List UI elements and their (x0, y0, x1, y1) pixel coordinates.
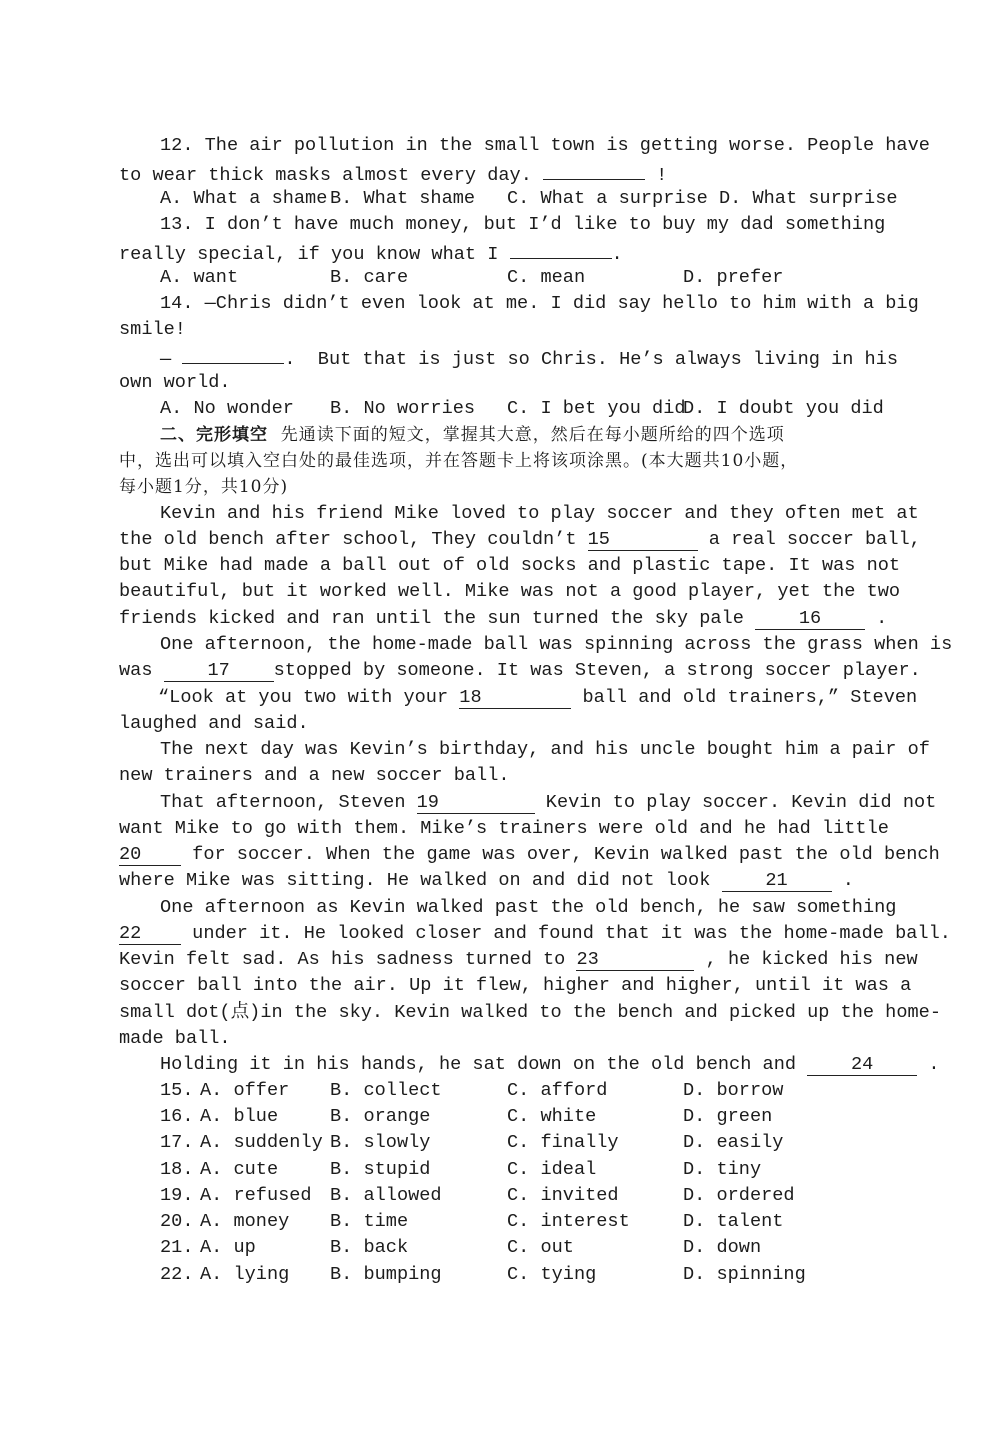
q12-option-d: D. What surprise (719, 188, 898, 209)
option-c: C. finally (507, 1132, 619, 1153)
q13-blank (510, 238, 612, 259)
option-c: C. interest (507, 1211, 630, 1232)
passage-line: small dot(点)in the sky. Kevin walked to the bench and picked up the home- (119, 1002, 941, 1023)
passage-line: new trainers and a new soccer ball. (119, 765, 510, 786)
options-row (160, 1209, 882, 1235)
section-2-intro-text: 先通读下面的短文，掌握其大意，然后在每小题所给的四个选项 (268, 425, 785, 445)
option-b: B. allowed (330, 1185, 442, 1206)
q12-options (160, 186, 898, 212)
q12-option-a: A. What a shame (160, 188, 328, 209)
q14-option-b: B. No worries (330, 398, 476, 419)
q14-line-2: smile! (119, 319, 186, 340)
passage-line (160, 790, 937, 816)
passage-line: One afternoon as Kevin walked past the old bench, he saw something (160, 897, 897, 918)
q14-blank (182, 343, 284, 364)
blank-23: 23 (576, 950, 694, 971)
option-c: C. invited (507, 1185, 619, 1206)
q12-text: to wear thick masks almost every day. (119, 165, 544, 186)
option-number: 15. (160, 1080, 194, 1101)
option-number: 19. (160, 1185, 194, 1206)
passage-text: for soccer. When the game was over, Kevin walked past the old bench (181, 844, 940, 865)
passage-line (119, 658, 921, 684)
option-a: A. cute (200, 1159, 279, 1180)
passage-line: One afternoon, the home-made ball was spinning across the grass when is (160, 634, 953, 655)
q12-line-2 (119, 159, 882, 185)
option-a: A. suddenly (200, 1132, 323, 1153)
q12-blank (543, 159, 645, 180)
passage-line: soccer ball into the air. Up it flew, higher and higher, until it was a (119, 975, 912, 996)
q13-option-d: D. prefer (683, 267, 784, 288)
option-b: B. time (330, 1211, 409, 1232)
section-2-intro-line-1 (160, 422, 882, 448)
passage-line: laughed and said. (119, 713, 309, 734)
passage-line: The next day was Kevin’s birthday, and his uncle bought him a pair of (160, 739, 930, 760)
passage-line (119, 947, 918, 973)
blank-24: 24 (807, 1055, 917, 1076)
blank-21: 21 (722, 871, 832, 892)
option-number: 18. (160, 1159, 194, 1180)
q12-option-b: B. What shame (330, 188, 476, 209)
passage-text: where Mike was sitting. He walked on and did not look (119, 870, 722, 891)
option-a: A. up (200, 1237, 256, 1258)
passage-line (119, 868, 882, 894)
blank-20: 20 (119, 845, 181, 866)
passage-text: the old bench after school, They couldn’t (119, 529, 588, 550)
q13-option-b: B. care (330, 267, 409, 288)
passage-text: under it. He looked closer and found that it was the home-made ball. (181, 923, 951, 944)
q14-option-a: A. No wonder (160, 398, 294, 419)
passage-text: Kevin felt sad. As his sadness turned to (119, 949, 577, 970)
passage-line: Kevin and his friend Mike loved to play soccer and they often met at (160, 503, 919, 524)
q14-option-d: D. I doubt you did (683, 398, 884, 419)
passage-line (119, 842, 940, 868)
blank-19: 19 (417, 793, 535, 814)
passage-text: friends kicked and ran until the sun turned the sky pale (119, 608, 756, 629)
q14-options (160, 396, 882, 422)
option-c: C. afford (507, 1080, 608, 1101)
q14-option-c: C. I bet you did (507, 398, 686, 419)
passage-text: was (119, 660, 164, 681)
q13-line-1: 13. I don’t have much money, but I’d like to buy my dad something (160, 214, 886, 235)
option-a: A. blue (200, 1106, 279, 1127)
option-d: D. borrow (683, 1080, 784, 1101)
passage-line (158, 685, 918, 711)
q14-line-1: 14. —Chris didn’t even look at me. I did say hello to him with a big (160, 293, 919, 314)
options-row (160, 1157, 882, 1183)
blank-16: 16 (755, 609, 865, 630)
passage-text: ball and old trainers,” Steven (571, 687, 918, 708)
blank-17: 17 (164, 661, 274, 682)
option-d: D. easily (683, 1132, 784, 1153)
option-a: A. refused (200, 1185, 312, 1206)
option-c: C. ideal (507, 1159, 597, 1180)
option-b: B. orange (330, 1106, 431, 1127)
options-row (160, 1078, 882, 1104)
passage-line: beautiful, but it worked well. Mike was not a good player, yet the two (119, 581, 901, 602)
option-b: B. collect (330, 1080, 442, 1101)
option-number: 21. (160, 1237, 194, 1258)
option-d: D. talent (683, 1211, 784, 1232)
blank-18: 18 (459, 688, 571, 709)
q14-text: — (160, 349, 183, 370)
option-a: A. lying (200, 1264, 290, 1285)
passage-text: “Look at you two with your (158, 687, 460, 708)
section-2-heading: 二、完形填空 (160, 425, 268, 445)
passage-text: , he kicked his new (694, 949, 918, 970)
option-d: D. down (683, 1237, 762, 1258)
passage-text: stopped by someone. It was Steven, a strong soccer player. (273, 660, 921, 681)
passage-text: a real soccer ball, (697, 529, 921, 550)
q13-text-end: . (611, 244, 623, 265)
section-2-intro-line-3: 每小题1分，共10分) (119, 477, 289, 497)
q13-text: really special, if you know what I (119, 244, 510, 265)
section-2-intro-line-2: 中，选出可以填入空白处的最佳选项，并在答题卡上将该项涂黑。(本大题共10小题， (119, 451, 799, 471)
passage-line (119, 606, 888, 632)
q14-line-3 (160, 343, 899, 370)
passage-line: made ball. (119, 1028, 231, 1049)
option-d: D. tiny (683, 1159, 762, 1180)
passage-line (160, 1052, 940, 1078)
passage-line (119, 921, 951, 947)
passage-text: That afternoon, Steven (160, 792, 417, 813)
blank-22: 22 (119, 924, 181, 945)
passage-text: Holding it in his hands, he sat down on the old bench and (160, 1054, 808, 1075)
passage-text: . (865, 608, 888, 629)
options-row (160, 1262, 882, 1288)
option-d: D. ordered (683, 1185, 795, 1206)
q12-text-end: ! (645, 165, 668, 186)
option-b: B. slowly (330, 1132, 431, 1153)
options-row (160, 1183, 882, 1209)
blank-15: 15 (588, 530, 698, 551)
option-number: 16. (160, 1106, 194, 1127)
q14-text-end: . But that is just so Chris. He’s always living in his (284, 349, 899, 370)
passage-line (119, 527, 921, 553)
option-c: C. white (507, 1106, 597, 1127)
option-number: 20. (160, 1211, 194, 1232)
q14-line-4: own world. (119, 372, 231, 393)
passage-line: but Mike had made a ball out of old socks and plastic tape. It was not (119, 555, 901, 576)
option-b: B. back (330, 1237, 409, 1258)
option-d: D. green (683, 1106, 773, 1127)
q13-options (160, 265, 882, 291)
option-a: A. offer (200, 1080, 290, 1101)
q12-line-1: 12. The air pollution in the small town is getting worse. People have (160, 135, 930, 156)
passage-text: . (917, 1054, 940, 1075)
q12-option-c: C. What a surprise (507, 188, 708, 209)
q13-option-a: A. want (160, 267, 239, 288)
q13-line-2 (119, 238, 882, 264)
option-b: B. stupid (330, 1159, 431, 1180)
option-number: 22. (160, 1264, 194, 1285)
passage-text: . (831, 870, 854, 891)
passage-text: Kevin to play soccer. Kevin did not (534, 792, 937, 813)
options-row (160, 1130, 882, 1156)
option-number: 17. (160, 1132, 194, 1153)
options-row (160, 1235, 882, 1261)
options-row (160, 1104, 882, 1130)
option-c: C. out (507, 1237, 574, 1258)
option-a: A. money (200, 1211, 290, 1232)
option-d: D. spinning (683, 1264, 806, 1285)
option-c: C. tying (507, 1264, 597, 1285)
passage-line: want Mike to go with them. Mike’s trainers were old and he had little (119, 818, 889, 839)
q13-option-c: C. mean (507, 267, 586, 288)
option-b: B. bumping (330, 1264, 442, 1285)
